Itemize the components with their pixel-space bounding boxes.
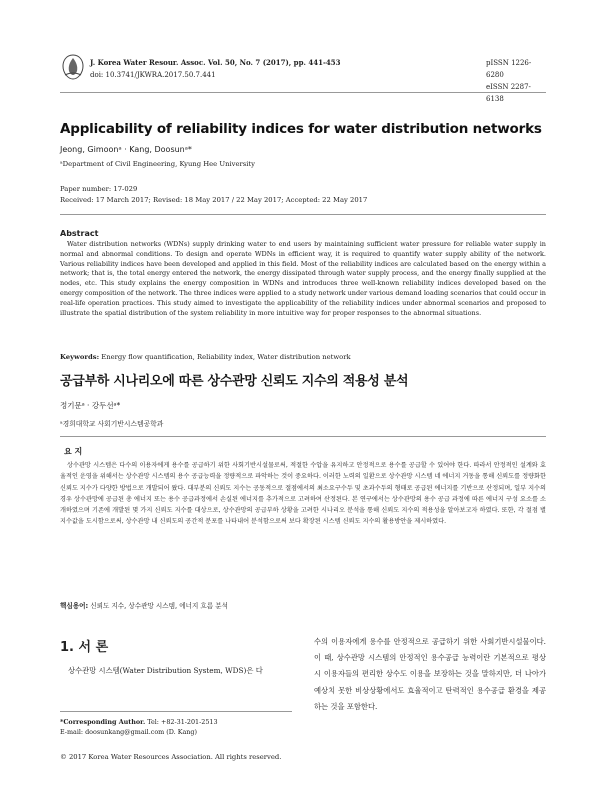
corresponding-tel: Tel: +82-31-201-2513 xyxy=(145,718,218,726)
keywords-text: Energy flow quantification, Reliability index, Water distribution network xyxy=(99,353,351,361)
abstract-title: Abstract xyxy=(60,229,99,238)
eissn: eISSN 2287-6138 xyxy=(486,83,531,103)
intro-right-column: 수의 이용자에게 용수를 안정적으로 공급하기 위한 사회기반시설물이다. 이 때, 상수관망 시스템의 안정적인 용수공급 능력이란 기본적으로 평상시 이용자들의 편리한 상수도 이용을 보장하는 것을 말하지만, 더 나아가 예상치 못한 비상상황에서도 효율적이고 탄력적인 용수공급 환경을 제공하는 것을 포함한다. xyxy=(314,637,546,711)
yoji-divider xyxy=(60,436,546,437)
korean-title: 공급부하 시나리오에 따른 상수관망 신뢰도 지수의 적용성 분석 xyxy=(60,374,409,389)
paper-number: Paper number: 17-029 xyxy=(60,185,138,193)
intro-left-paragraph: 상수관망 시스템(Water Distribution System, WDS)은 다 xyxy=(68,666,263,675)
korean-abstract-body: 상수관망 시스템은 다수의 이용자에게 용수를 공급하기 위한 사회기반시설물로써, 적절한 수압을 유지하고 안정적으로 용수를 공급할 수 있어야 한다. 따라서 안정적인 설계와 효율적인 운영을 위해서는 상수관망 시스템의 용수 공급능력을 정량적으로 파악하는 것이 중요하다. 이러한 노력의 일환으로 상수관망 시스템 네 에너지 거동을 통해 신뢰도를 정량화한 신뢰도 지수가 다양한 방법으로 개발되어 왔다. 대부분의 신뢰도 지수는 공동적으로 절점에서의 최소요구수두 및 초과수두의 형태로 공급된 에너지를 기반으로 산정되며, 일부 지수의 경우 상수관망에 공급된 총 에너지 또는 용수 공급과정에서 손실된 에너지를 추가적으로 고려하여 산정된다. 본 연구에서는 상수관망의 용수 공급 과정에 따른 에너지 구성 요소를 소개하였으며 기존에 개발된 몇 가지 신뢰도 지수를 대상으로, 상수관망의 공급부하 상황을 고려한 시나리오 분석을 통해 신뢰도 지수의 적용성을 알아보고자 하였다. 또한, 각 절점 별 지수값을 도시함으로써, 상수관망 내 신뢰도의 공간적 분포를 나타내어 분석함으로써 보다 확장된 시스템 신뢰도 지수의 활용방안을 제시하였다. xyxy=(60,462,546,526)
corresponding-label: *Corresponding Author. xyxy=(60,718,146,726)
english-title: Applicability of reliability indices for water distribution networks xyxy=(60,121,542,137)
korean-affiliation: ᵃ경희대학교 사회기반시스템공학과 xyxy=(60,420,164,428)
paper-dates: Received: 17 March 2017; Revised: 18 May 2017 / 22 May 2017; Accepted: 22 May 2017 xyxy=(60,196,368,204)
header-divider xyxy=(60,92,546,93)
keywords-label: Keywords: xyxy=(60,353,100,361)
doi: doi: 10.3741/JKWRA.2017.50.7.441 xyxy=(90,71,216,79)
journal-header xyxy=(60,53,546,103)
copyright-notice: © 2017 Korea Water Resources Association. All rights reserved. xyxy=(60,753,282,761)
section-title: 1. 서 론 xyxy=(60,640,109,655)
abstract-body: Water distribution networks (WDNs) supply drinking water to end users by maintaining sufficient water pressure for reliable water supply in normal and abnormal conditions. To design and operate WDNs in efficient way, it is required to quantify water supply ability of the network. Various reliability indices have been developed and applied in this field. Most of the reliability indices are calculated based on the energy within a network; that is, the total energy entered the network, the energy dissipated through water supply process, and the energy finally supplied at the nodes, etc. This study explains the energy composition in WDNs and introduces three well-known reliability indices developed based on the energy composition of the network. The three indices were applied to a study network under various demand loading scenarios that could occur in real-life operation practices. This study aimed to investigate the applicability of the reliability indices under abnormal scenarios and proposed to illustrate the spatial distribution of the system reliability in more intuitive way for proper responses to the abnormal situations. xyxy=(60,240,546,317)
korean-authors: 정기문ᵃ · 강두선ᵃ* xyxy=(60,401,121,410)
paper-info xyxy=(60,184,367,206)
journal-name: J. Korea Water Resour. Assoc. Vol. 50, No. 7 (2017), pp. 441-453 xyxy=(90,58,341,67)
pissn: pISSN 1226-6280 xyxy=(486,59,532,79)
abstract-divider xyxy=(60,214,546,215)
journal-logo-icon xyxy=(60,53,86,81)
korean-keywords-label: 핵심용어: xyxy=(60,602,89,610)
korean-keywords-text: 신뢰도 지수, 상수관망 시스템, 에너지 흐름 분석 xyxy=(88,602,229,610)
footnote-divider xyxy=(60,711,292,712)
corresponding-email: E-mail: doosunkang@gmail.com (D. Kang) xyxy=(60,728,197,736)
korean-keywords xyxy=(60,600,546,610)
english-keywords xyxy=(60,353,546,361)
english-affiliation: ᵃDepartment of Civil Engineering, Kyung Hee University xyxy=(60,160,255,168)
english-authors: Jeong, Gimoonᵃ · Kang, Doosunᵃ* xyxy=(60,145,192,154)
journal-citation xyxy=(90,57,340,81)
corresponding-author xyxy=(60,717,292,737)
issn-block xyxy=(486,57,546,105)
korean-abstract-title: 요 지 xyxy=(64,447,83,456)
